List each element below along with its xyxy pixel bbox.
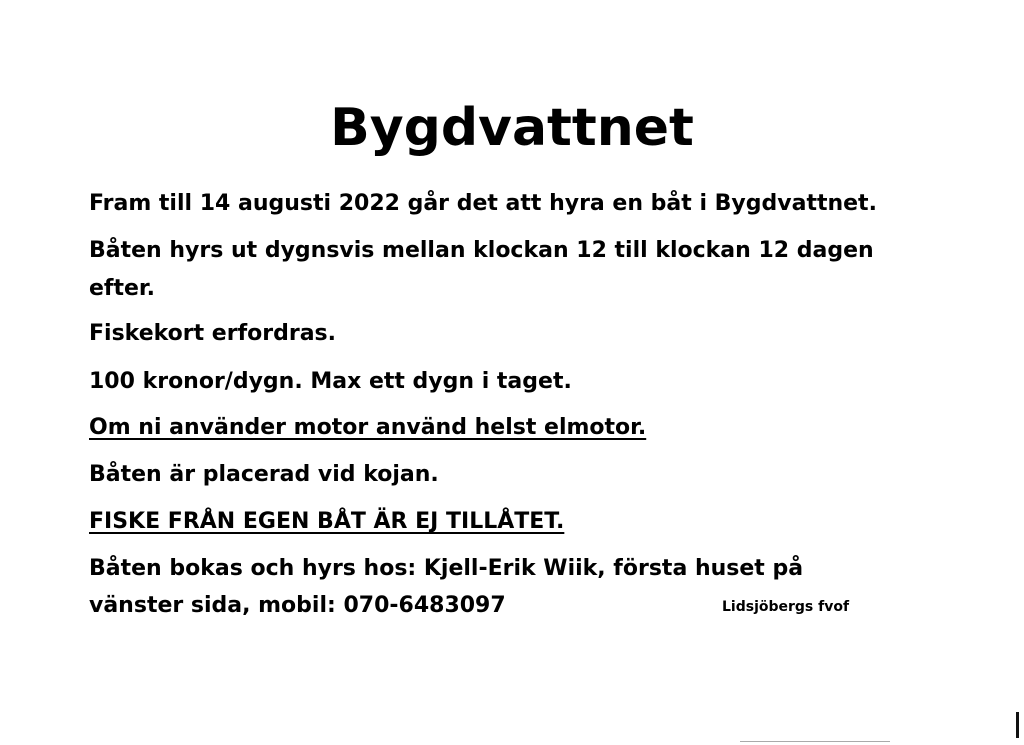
price-line: 100 kronor/dygn. Max ett dygn i taget. <box>89 369 572 394</box>
booking-contact-line: Båten bokas och hyrs hos: Kjell-Erik Wiik, första huset på <box>89 556 804 581</box>
own-boat-warning-line: FISKE FRÅN EGEN BÅT ÄR EJ TILLÅTET. <box>89 509 565 534</box>
rental-hours-line-continued: efter. <box>89 276 155 301</box>
booking-contact-line-continued: vänster sida, mobil: 070-6483097 <box>89 593 506 618</box>
rental-hours-line: Båten hyrs ut dygnsvis mellan klockan 12 till klockan 12 dagen <box>89 238 874 263</box>
motor-advice-line: Om ni använder motor använd helst elmotor. <box>89 415 647 440</box>
organization-signature: Lidsjöbergs fvof <box>722 599 850 615</box>
rental-period-line: Fram till 14 augusti 2022 går det att hyra en båt i Bygdvattnet. <box>89 191 877 216</box>
scan-bottom-mark <box>740 741 890 742</box>
scan-edge-mark <box>1016 712 1019 738</box>
fishing-license-line: Fiskekort erfordras. <box>89 321 337 346</box>
boat-location-line: Båten är placerad vid kojan. <box>89 462 439 487</box>
notice-title: Bygdvattnet <box>330 98 694 158</box>
